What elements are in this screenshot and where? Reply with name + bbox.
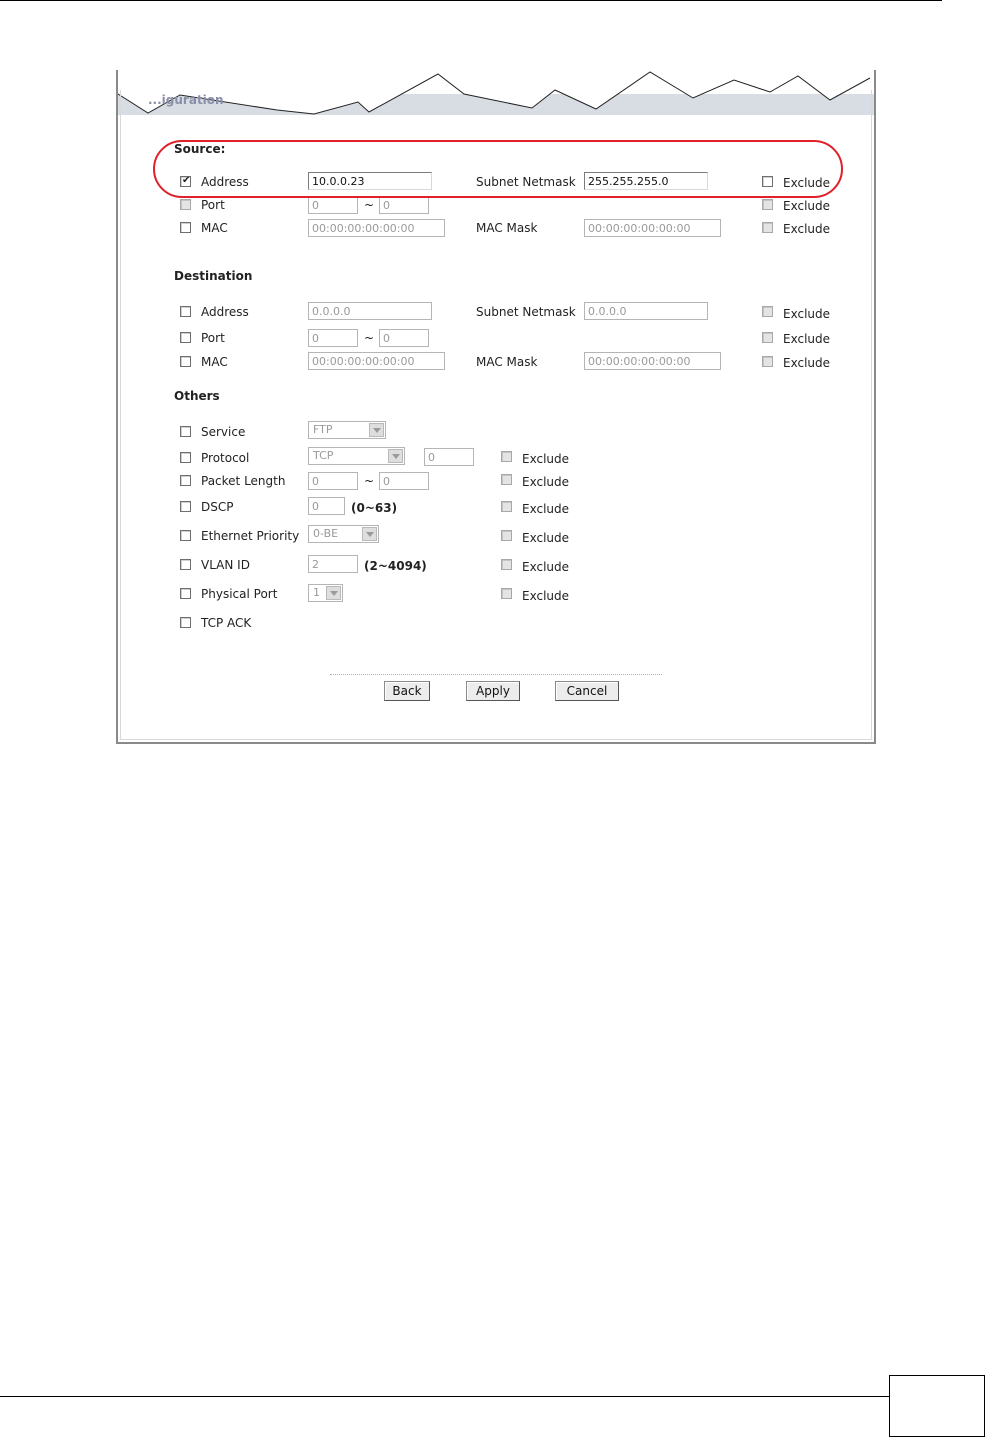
destination-address-checkbox[interactable] <box>180 306 191 317</box>
packet-length-separator: ~ <box>364 474 375 488</box>
destination-mac-input[interactable] <box>308 352 445 370</box>
service-selected-value: FTP <box>313 423 333 436</box>
dscp-label: DSCP <box>201 500 234 514</box>
dscp-checkbox[interactable] <box>180 501 191 512</box>
back-button[interactable]: Back <box>384 681 430 701</box>
button-divider <box>330 674 662 675</box>
source-port-to-input[interactable] <box>379 196 429 214</box>
ethernet-priority-selected-value: 0-BE <box>313 527 339 540</box>
source-port-exclude-checkbox[interactable] <box>762 199 773 210</box>
chevron-down-icon[interactable] <box>362 527 377 541</box>
source-port-label: Port <box>201 198 225 212</box>
destination-subnet-input[interactable] <box>584 302 708 320</box>
packet-length-exclude-label: Exclude <box>522 475 570 489</box>
destination-mac-mask-input[interactable] <box>584 352 721 370</box>
dscp-input[interactable] <box>308 497 345 515</box>
destination-port-label: Port <box>201 331 225 345</box>
physical-port-label: Physical Port <box>201 587 278 601</box>
screenshot-frame <box>116 70 876 744</box>
protocol-selected-value: TCP <box>313 449 334 462</box>
physical-port-selected-value: 1 <box>313 586 320 599</box>
destination-port-exclude-checkbox[interactable] <box>762 332 773 343</box>
ethernet-priority-exclude-label: Exclude <box>522 531 570 545</box>
vlan-id-input[interactable] <box>308 555 358 573</box>
source-address-label: Address <box>201 175 249 189</box>
packet-length-exclude-checkbox[interactable] <box>501 474 512 485</box>
source-heading: Source: <box>174 142 226 156</box>
vlan-id-checkbox[interactable] <box>180 559 191 570</box>
vlan-id-exclude-checkbox[interactable] <box>501 559 512 570</box>
source-port-separator: ~ <box>364 198 375 212</box>
packet-length-label: Packet Length <box>201 474 286 488</box>
packet-length-to-input[interactable] <box>379 472 429 490</box>
source-port-checkbox[interactable] <box>180 199 191 210</box>
protocol-exclude-checkbox[interactable] <box>501 451 512 462</box>
destination-port-to-input[interactable] <box>379 329 429 347</box>
torn-edge <box>118 70 876 115</box>
packet-length-from-input[interactable] <box>308 472 358 490</box>
destination-heading: Destination <box>174 269 253 283</box>
apply-button[interactable]: Apply <box>466 681 520 701</box>
bottom-rule <box>0 1396 890 1397</box>
source-mac-exclude-checkbox[interactable] <box>762 222 773 233</box>
service-label: Service <box>201 425 246 439</box>
cancel-button[interactable]: Cancel <box>555 681 619 701</box>
destination-mac-mask-label: MAC Mask <box>476 355 538 369</box>
source-mac-input[interactable] <box>308 219 445 237</box>
destination-port-separator: ~ <box>364 331 375 345</box>
ethernet-priority-exclude-checkbox[interactable] <box>501 530 512 541</box>
destination-subnet-label: Subnet Netmask <box>476 305 576 319</box>
destination-port-checkbox[interactable] <box>180 332 191 343</box>
physical-port-select[interactable] <box>308 584 343 602</box>
destination-address-exclude-checkbox[interactable] <box>762 306 773 317</box>
destination-mac-exclude-checkbox[interactable] <box>762 356 773 367</box>
check-icon: ✔ <box>182 175 191 186</box>
tcp-ack-checkbox[interactable] <box>180 617 191 628</box>
destination-port-from-input[interactable] <box>308 329 358 347</box>
chevron-down-icon[interactable] <box>388 449 403 463</box>
source-port-exclude-label: Exclude <box>783 199 831 213</box>
ethernet-priority-checkbox[interactable] <box>180 530 191 541</box>
service-checkbox[interactable] <box>180 426 191 437</box>
destination-mac-label: MAC <box>201 355 228 369</box>
physical-port-exclude-label: Exclude <box>522 589 570 603</box>
panel-title: ...iguration <box>148 93 224 107</box>
protocol-select[interactable] <box>308 447 405 465</box>
destination-port-exclude-label: Exclude <box>783 332 831 346</box>
protocol-number-input[interactable] <box>424 448 474 466</box>
top-rule <box>0 0 942 1</box>
physical-port-checkbox[interactable] <box>180 588 191 599</box>
vlan-id-exclude-label: Exclude <box>522 560 570 574</box>
chevron-down-icon[interactable] <box>369 423 384 437</box>
source-mac-mask-label: MAC Mask <box>476 221 538 235</box>
dscp-range-label: (0~63) <box>351 501 398 515</box>
source-address-exclude-label: Exclude <box>783 176 831 190</box>
ethernet-priority-label: Ethernet Priority <box>201 529 300 543</box>
source-mac-checkbox[interactable] <box>180 222 191 233</box>
destination-address-label: Address <box>201 305 249 319</box>
dscp-exclude-label: Exclude <box>522 502 570 516</box>
protocol-label: Protocol <box>201 451 250 465</box>
source-mac-label: MAC <box>201 221 228 235</box>
source-port-from-input[interactable] <box>308 196 358 214</box>
destination-mac-checkbox[interactable] <box>180 356 191 367</box>
source-address-highlight <box>153 140 843 198</box>
vlan-id-label: VLAN ID <box>201 558 250 572</box>
physical-port-exclude-checkbox[interactable] <box>501 588 512 599</box>
ethernet-priority-select[interactable] <box>308 525 379 543</box>
tcp-ack-label: TCP ACK <box>201 616 252 630</box>
source-address-input[interactable] <box>308 172 432 190</box>
destination-address-exclude-label: Exclude <box>783 307 831 321</box>
destination-address-input[interactable] <box>308 302 432 320</box>
source-mac-mask-input[interactable] <box>584 219 721 237</box>
source-address-exclude-checkbox[interactable] <box>762 176 773 187</box>
vlan-id-range-label: (2~4094) <box>364 559 427 573</box>
page-number-box <box>889 1375 985 1437</box>
protocol-checkbox[interactable] <box>180 452 191 463</box>
source-subnet-input[interactable] <box>584 172 708 190</box>
chevron-down-icon[interactable] <box>326 586 341 600</box>
protocol-exclude-label: Exclude <box>522 452 570 466</box>
destination-mac-exclude-label: Exclude <box>783 356 831 370</box>
dscp-exclude-checkbox[interactable] <box>501 501 512 512</box>
packet-length-checkbox[interactable] <box>180 475 191 486</box>
source-subnet-label: Subnet Netmask <box>476 175 576 189</box>
others-heading: Others <box>174 389 220 403</box>
source-mac-exclude-label: Exclude <box>783 222 831 236</box>
service-select[interactable] <box>308 421 386 439</box>
source-address-checkbox[interactable] <box>180 176 191 187</box>
